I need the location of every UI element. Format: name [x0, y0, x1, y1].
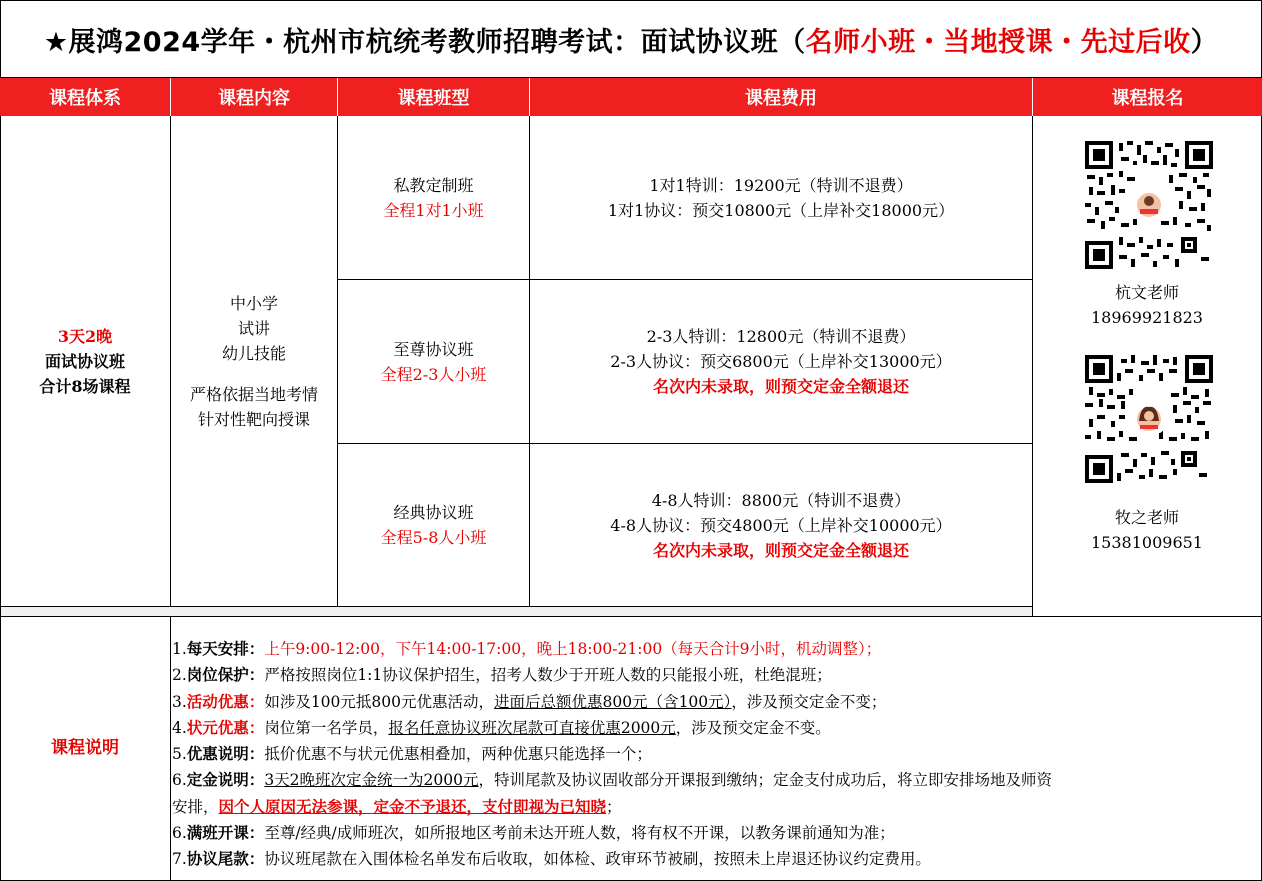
- header-system: 课程体系: [0, 78, 171, 116]
- course-content-cell: [171, 117, 337, 606]
- fee-private: [530, 117, 1032, 279]
- fee-supreme: [530, 280, 1032, 443]
- refund-note: 名次内未录取，则预交定金全额退还: [652, 377, 909, 396]
- fee-training: 1对1特训：19200元（特训不退费）: [649, 176, 913, 195]
- refund-note: 名次内未录取，则预交定金全额退还: [652, 540, 909, 560]
- divider: [0, 616, 1262, 617]
- class-name: 私教定制班: [393, 176, 474, 195]
- content-line: 试讲: [237, 319, 270, 338]
- contact-phone[interactable]: 15381009651: [1091, 533, 1203, 552]
- title-close: ）: [1190, 26, 1219, 58]
- contact-name: 杭文老师: [1114, 283, 1179, 302]
- contact-2: [1033, 505, 1261, 555]
- header-signup: 课程报名: [1033, 78, 1262, 116]
- notes-list: [172, 636, 1257, 873]
- header-fee: 课程费用: [530, 78, 1033, 116]
- fee-agreement: 1对1协议：预交10800元（上岸补交18000元）: [607, 201, 955, 220]
- contact-name: 牧之老师: [1114, 508, 1179, 527]
- system-name: 面试协议班: [44, 352, 125, 371]
- note-item: 1.每天安排：上午9:00-12:00，下午14:00-17:00，晚上18:00-21:00（每天合计9小时，机动调整）；: [172, 639, 882, 658]
- system-total: 合计8场课程: [39, 377, 131, 396]
- fee-training: 4-8人特训：8800元（特训不退费）: [651, 490, 911, 510]
- header-class-type: 课程班型: [338, 78, 530, 116]
- note-item-continued: 安排，因个人原因无法参课，定金不予退还，支付即视为已知晓；: [172, 796, 622, 816]
- content-line: 中小学: [229, 294, 278, 313]
- notes-label: 课程说明: [51, 738, 119, 758]
- note-item: 2.岗位保护：严格按照岗位1:1协议保护招生，招考人数少于开班人数的只能报小班，杜绝混班；: [172, 665, 832, 685]
- title-main: ★展鸿2024学年・杭州市杭统考教师招聘考试：面试协议班（: [43, 26, 806, 58]
- qr-code-icon[interactable]: [1085, 355, 1213, 483]
- class-name: 至尊协议班: [393, 339, 474, 359]
- fee-training: 2-3人特训：12800元（特训不退费）: [646, 327, 916, 346]
- title-highlight: 名师小班・当地授课・先过后收: [805, 26, 1191, 58]
- note-item: 3.活动优惠：如涉及100元抵800元优惠活动，进面后总额优惠800元（含100元），涉及预交定金不变；: [172, 691, 887, 711]
- class-size: 全程2-3人小班: [380, 364, 487, 384]
- note-item: 5.优惠说明：抵价优惠不与状元优惠相叠加，两种优惠只能选择一个；: [172, 744, 652, 764]
- note-item: 7.协议尾款：协议班尾款在入围体检名单发布后收取，如体检、政审环节被刷，按照未上岸退还协议约定费用。: [172, 849, 931, 869]
- contact-phone[interactable]: 18969921823: [1091, 308, 1203, 327]
- class-size: 全程5-8人小班: [380, 528, 487, 547]
- note-item: 6.满班开课：至尊/经典/成师班次，如所报地区考前未达开班人数，将有权不开课，以教务课前通知为准；: [172, 823, 895, 843]
- fee-agreement: 2-3人协议：预交6800元（上岸补交13000元）: [610, 352, 952, 371]
- divider: [170, 616, 171, 881]
- content-line: 幼儿技能: [221, 344, 286, 363]
- class-size: 全程1对1小班: [383, 201, 484, 220]
- header-content: 课程内容: [171, 78, 338, 116]
- page-title: [0, 0, 1262, 78]
- qr-code-icon[interactable]: [1085, 141, 1213, 269]
- class-type-classic: [338, 444, 529, 606]
- class-type-supreme: [338, 280, 529, 443]
- class-type-private: [338, 117, 529, 279]
- system-duration: 3天2晚: [57, 327, 113, 346]
- note-item: 4.状元优惠：岗位第一名学员，报名任意协议班次尾款可直接优惠2000元，涉及预交定金不变。: [172, 717, 831, 737]
- fee-agreement: 4-8人协议：预交4800元（上岸补交10000元）: [610, 515, 952, 535]
- fee-classic: [530, 444, 1032, 606]
- content-line: 针对性靶向授课: [197, 410, 310, 429]
- course-system-cell: [0, 117, 170, 606]
- spacer-row: [1, 607, 1032, 616]
- note-item: 6.定金说明：3天2晚班次定金统一为2000元，特训尾款及协议固收部分开课报到缴纳；定金支付成功后，将立即安排场地及师资: [172, 770, 1052, 790]
- class-name: 经典协议班: [393, 503, 474, 522]
- contact-1: [1033, 280, 1261, 330]
- content-line: 严格依据当地考情: [189, 385, 318, 404]
